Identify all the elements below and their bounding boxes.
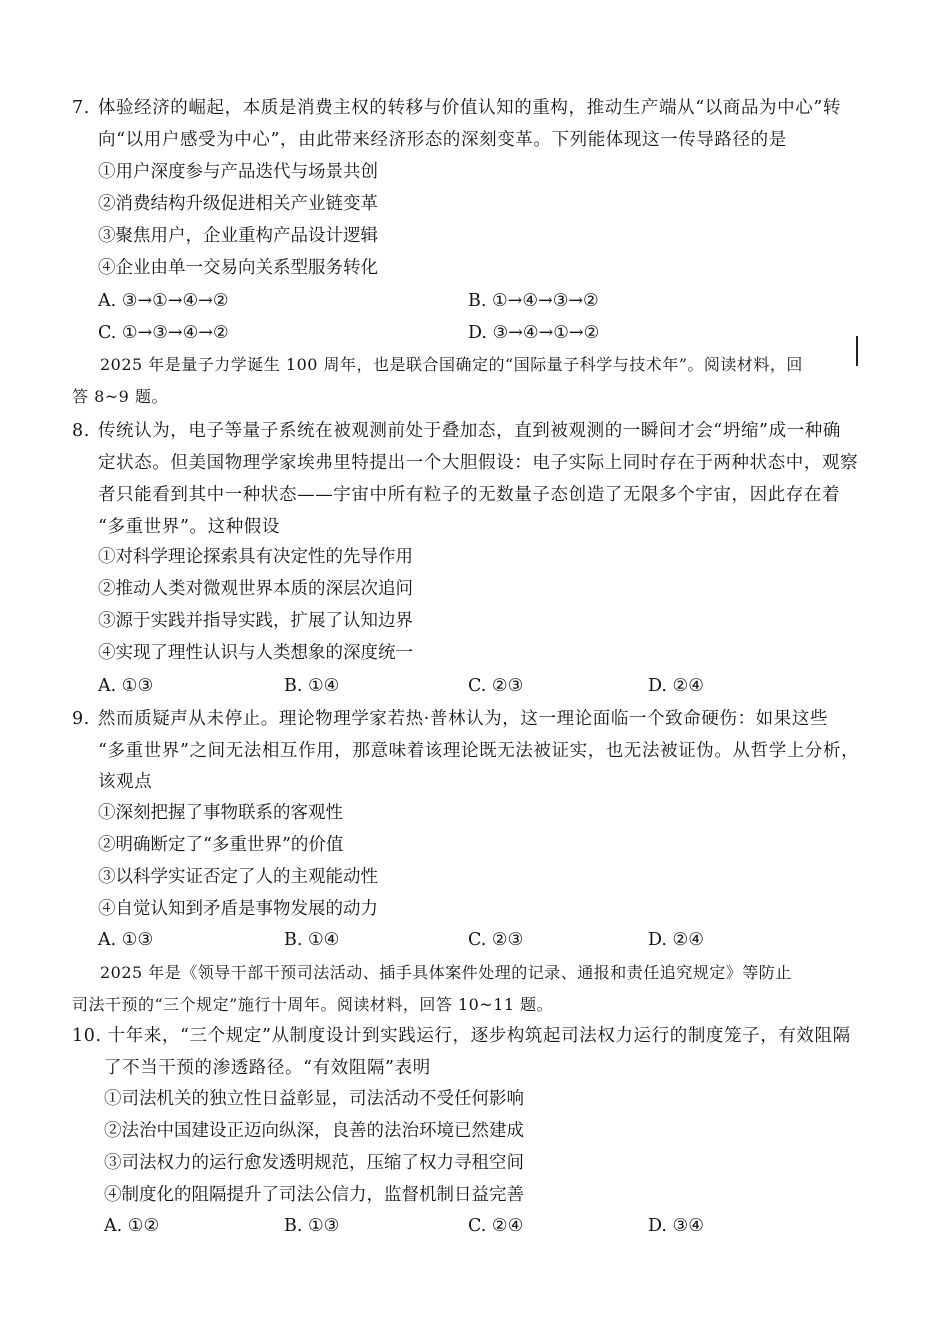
q8-item-3: ③源于实践并指导实践，扩展了认知边界 — [98, 611, 413, 631]
q9-stem-line-1: 9. 然而质疑声从未停止。理论物理学家若热·普林认为，这一理论面临一个致命硬伤：如果这些 — [72, 709, 829, 729]
q8-stem-line-2: 定状态。但美国物理学家埃弗里特提出一个大胆假设：电子实际上同时存在于两种状态中，观察 — [98, 453, 859, 473]
q7-item-4: ④企业由单一交易向关系型服务转化 — [98, 258, 378, 278]
q10-item-3: ③司法权力的运行愈发透明规范，压缩了权力寻租空间 — [104, 1153, 524, 1173]
q9-number: 9. — [72, 709, 90, 729]
q7-stem-line-2: 向“以用户感受为中心”，由此带来经济形态的深刻变革。下列能体现这一传导路径的是 — [98, 130, 787, 150]
q8-stem-line-4: “多重世界”。这种假设 — [98, 517, 280, 537]
q7-option-a: A. ③→①→④→② — [98, 291, 229, 311]
intro-8-9-line-2: 答 8~9 题。 — [72, 387, 168, 406]
q7-item-2: ②消费结构升级促进相关产业链变革 — [98, 194, 378, 214]
scan-mark — [856, 336, 858, 366]
q9-item-2: ②明确断定了“多重世界”的价值 — [98, 835, 344, 855]
q7-option-c: C. ①→③→④→② — [98, 323, 229, 343]
intro-10-11-line-1: 2025 年是《领导干部干预司法活动、插手具体案件处理的记录、通报和责任追究规定》等防止 — [100, 963, 792, 982]
q10-stem-line-1: 10. 十年来，“三个规定”从制度设计到实践运行，逐步构筑起司法权力运行的制度笼子，有效阻隔 — [72, 1026, 851, 1046]
q10-item-1: ①司法机关的独立性日益彰显，司法活动不受任何影响 — [104, 1089, 524, 1109]
q10-stem-line-2: 了不当干预的渗透路径。“有效阻隔”表明 — [104, 1058, 431, 1078]
q9-option-b: B. ①④ — [284, 930, 340, 950]
q7-number: 7. — [72, 98, 90, 118]
q9-item-4: ④自觉认知到矛盾是事物发展的动力 — [98, 899, 378, 919]
q7-option-d: D. ③→④→①→② — [468, 323, 600, 343]
q9-option-d: D. ②④ — [648, 930, 704, 950]
q7-item-1: ①用户深度参与产品迭代与场景共创 — [98, 162, 378, 182]
q7-option-b: B. ①→④→③→② — [468, 291, 599, 311]
q9-item-3: ③以科学实证否定了人的主观能动性 — [98, 867, 378, 887]
q7-stem-line-1: 7. 体验经济的崛起，本质是消费主权的转移与价值认知的重构，推动生产端从“以商品为中心”转 — [72, 98, 841, 118]
q9-item-1: ①深刻把握了事物联系的客观性 — [98, 803, 343, 823]
intro-8-9-line-1: 2025 年是量子力学诞生 100 周年，也是联合国确定的“国际量子科学与技术年”。阅读材料，回 — [100, 355, 803, 374]
q8-stem-line-3: 者只能看到其中一种状态——宇宙中所有粒子的无数量子态创造了无限多个宇宙，因此存在着 — [98, 485, 841, 505]
q10-option-b: B. ①③ — [284, 1216, 340, 1236]
q10-item-4: ④制度化的阻隔提升了司法公信力，监督机制日益完善 — [104, 1185, 524, 1205]
q10-item-2: ②法治中国建设正迈向纵深，良善的法治环境已然建成 — [104, 1121, 524, 1141]
q8-option-b: B. ①④ — [284, 676, 340, 696]
q8-number: 8. — [72, 421, 90, 441]
q8-item-1: ①对科学理论探索具有决定性的先导作用 — [98, 547, 413, 567]
q8-item-4: ④实现了理性认识与人类想象的深度统一 — [98, 643, 413, 663]
q10-option-d: D. ③④ — [648, 1216, 704, 1236]
q8-option-c: C. ②③ — [468, 676, 524, 696]
q10-number: 10. — [72, 1026, 102, 1046]
q8-option-d: D. ②④ — [648, 676, 704, 696]
q9-stem-line-3: 该观点 — [98, 772, 153, 792]
q9-option-c: C. ②③ — [468, 930, 524, 950]
q8-stem-line-1: 8. 传统认为，电子等量子系统在被观测前处于叠加态，直到被观测的一瞬间才会“坍缩”成一种确 — [72, 421, 841, 441]
q8-option-a: A. ①③ — [98, 676, 154, 696]
q10-option-c: C. ②④ — [468, 1216, 524, 1236]
q9-stem-line-2: “多重世界”之间无法相互作用，那意味着该理论既无法被证实，也无法被证伪。从哲学上分析， — [98, 741, 860, 761]
intro-10-11-line-2: 司法干预的“三个规定”施行十周年。阅读材料，回答 10~11 题。 — [72, 995, 554, 1014]
q7-item-3: ③聚焦用户，企业重构产品设计逻辑 — [98, 226, 378, 246]
q8-item-2: ②推动人类对微观世界本质的深层次追问 — [98, 579, 413, 599]
q10-option-a: A. ①② — [104, 1216, 160, 1236]
q9-option-a: A. ①③ — [98, 930, 154, 950]
